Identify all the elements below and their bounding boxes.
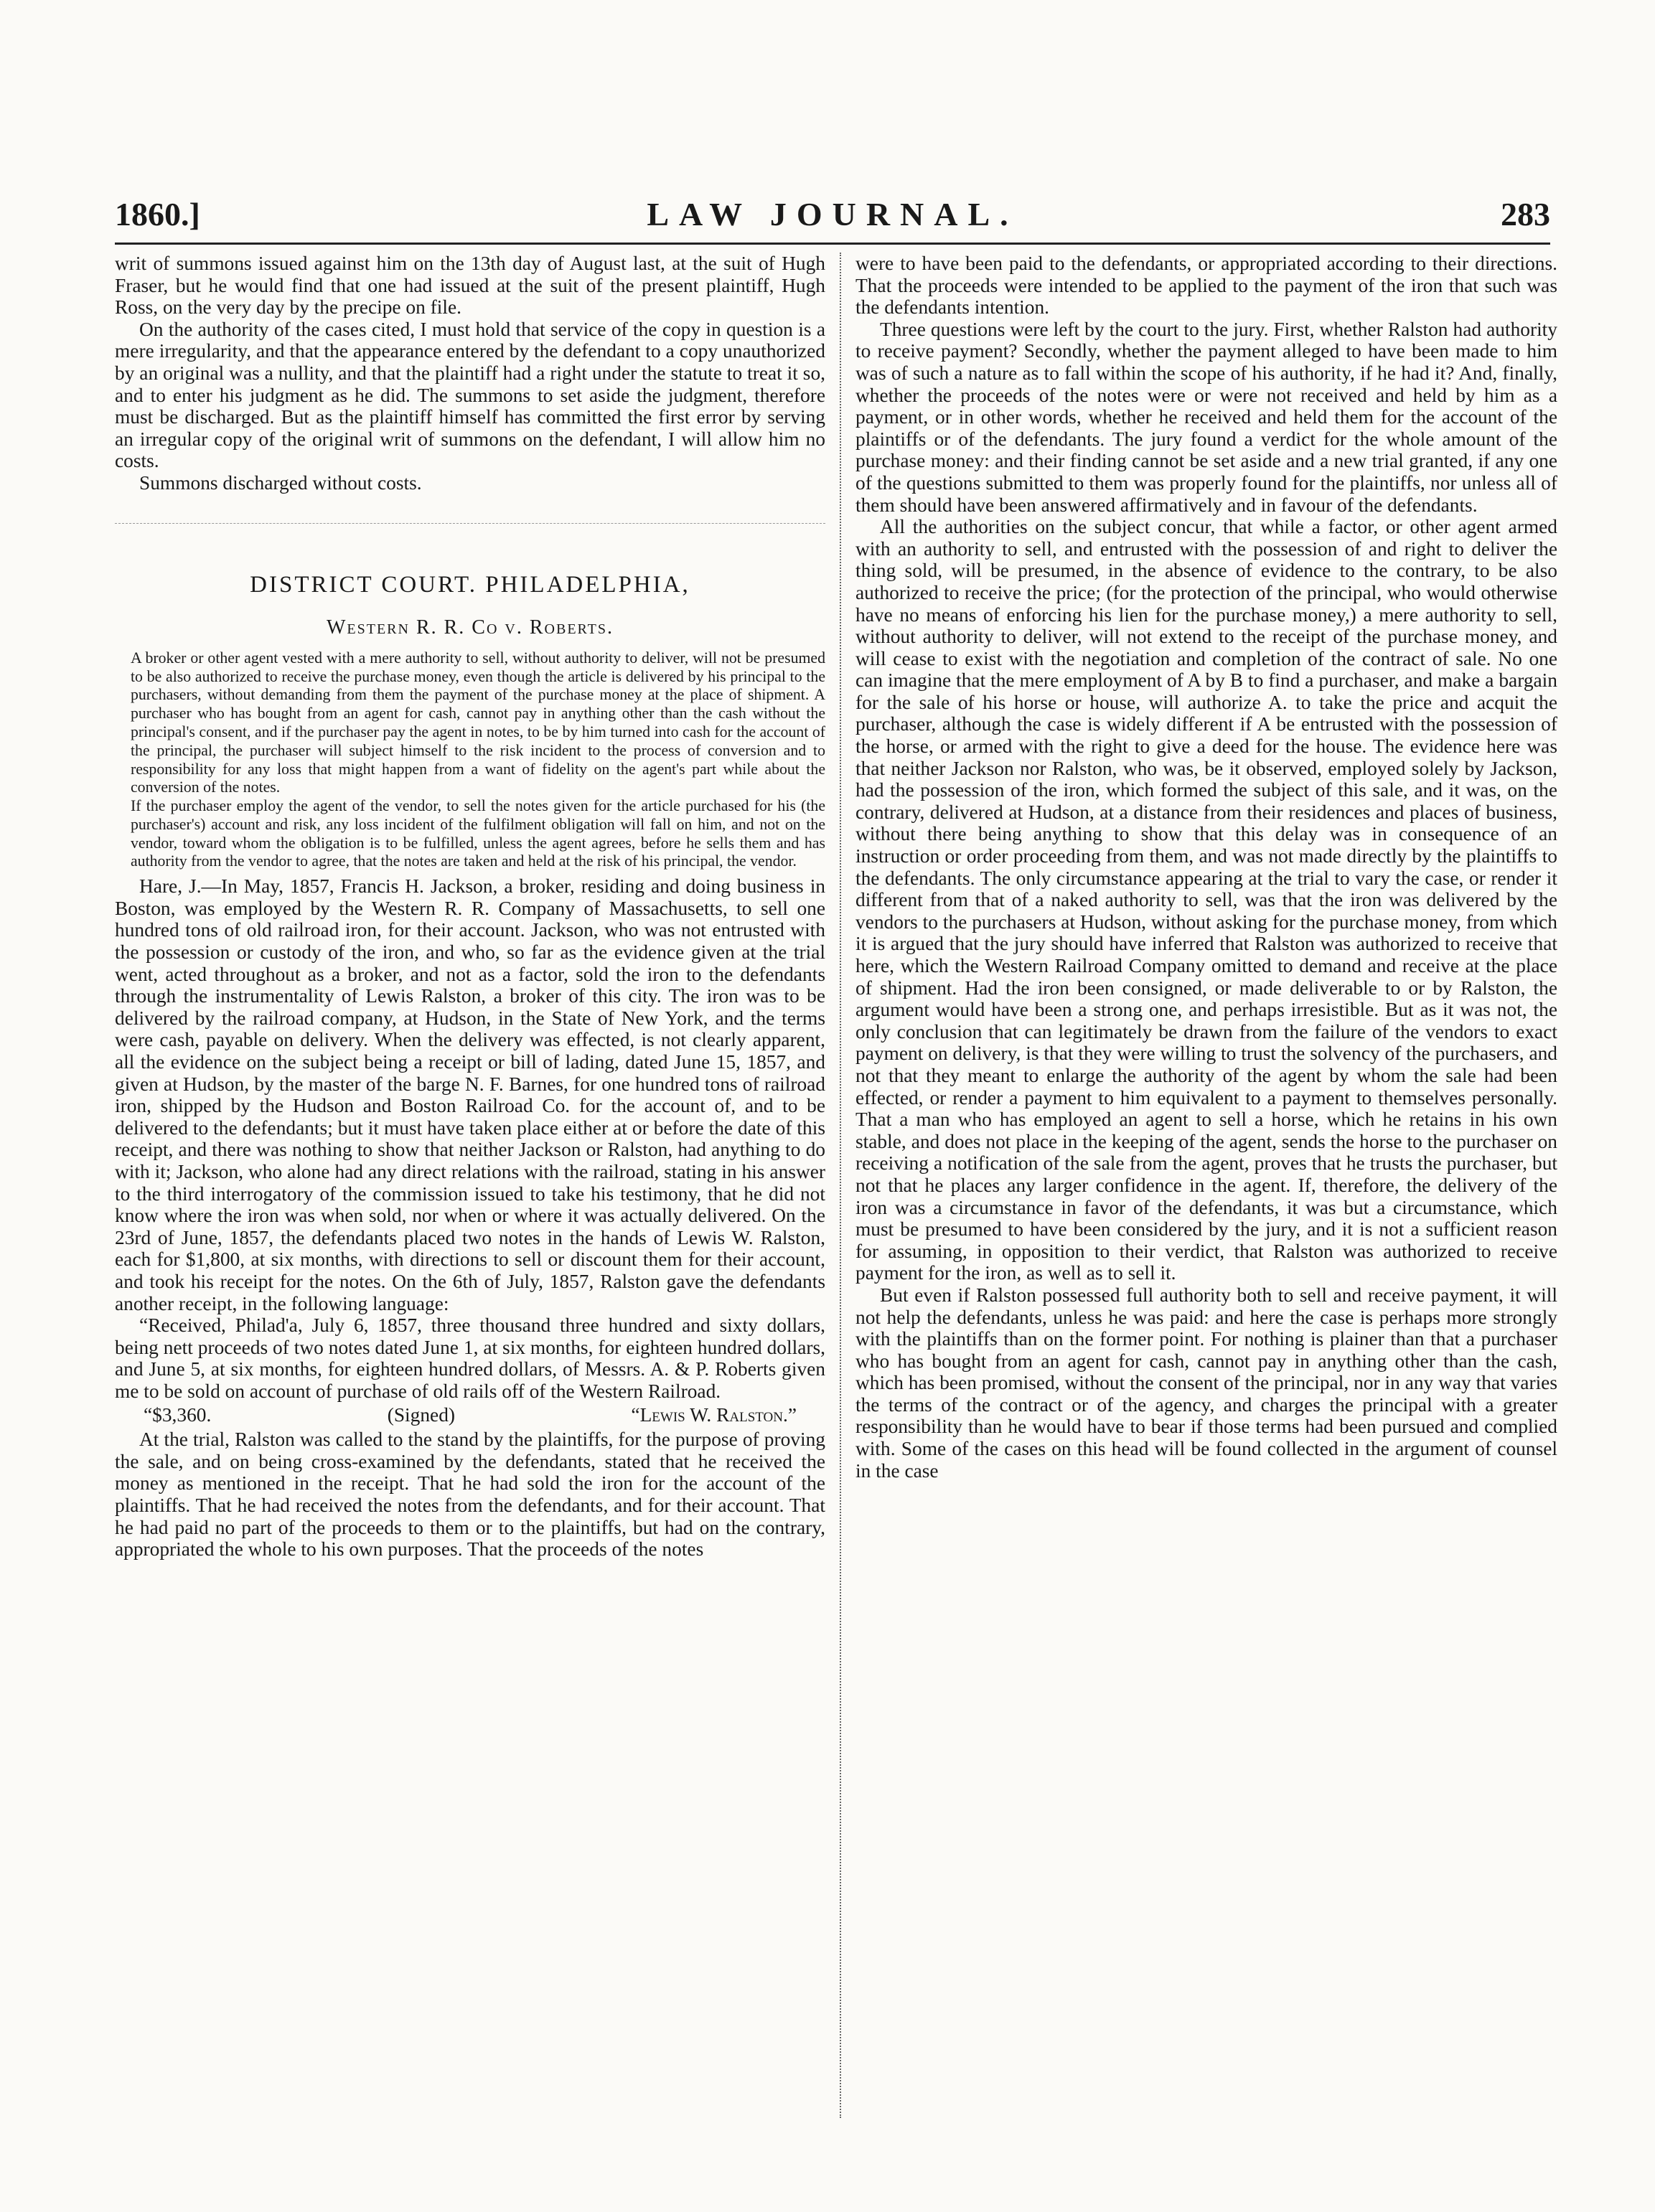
quoted-receipt — [115, 1314, 825, 1426]
headnotes — [115, 649, 825, 872]
opinion-paragraph: were to have been paid to the defendants, or appropriated according to their directions. That the proceeds were intended to be applied to the payment of the iron that such was the defendants intention. — [855, 253, 1557, 319]
court-title: DISTRICT COURT. PHILADELPHIA, — [250, 571, 690, 598]
running-header — [115, 192, 1550, 245]
opinion-paragraph: But even if Ralston possessed full authority both to sell and receive payment, it will not help the defendants, unless he was paid: and here the case is perhaps more strongly with the plaintiffs than on the former point. For nothing is plainer than that a purchaser who has bought from an agent for cash, cannot pay in anything other than the cash, which has been promised, without the consent of the principal, nor in any way that varies the terms of the contract or of the agency, and charges the principal with a greater responsibility than he would have to bear if those terms had been pursued and complied with. Some of the cases on this head will be found collected in the argument of counsel in the case — [855, 1284, 1557, 1482]
left-column — [115, 253, 825, 2118]
receipt-amount: “$3,360. — [144, 1403, 212, 1426]
column-rule — [840, 253, 841, 2118]
receipt-text: “Received, Philad'a, July 6, 1857, three thousand three hundred and sixty dollars, being nett proceeds of two notes dated June 1, at six months, for eighteen hundred dollars, and June 5, at six months, for eighteen hundred dollars, of Messrs. A. & P. Roberts given me to be sold on account of purchase of old rails off of the Western Railroad. — [115, 1314, 825, 1402]
opinion-paragraph: Hare, J.—In May, 1857, Francis H. Jackson, a broker, residing and doing business in Boston, was employed by the Western R. R. Company of Massachusetts, to sell one hundred tons of old railroad iron, for their account. Jackson, who was not entrusted with the possession or custody of the iron, and who, so far as the evidence given at the trial went, acted throughout as a broker, and not as a factor, sold the iron to the defendants through the instrumentality of Lewis Ralston, a broker of this city. The iron was to be delivered by the railroad company, at Hudson, in the State of New York, and the terms were cash, payable on delivery. When the delivery was effected, is not clearly apparent, all the evidence on the subject being a receipt or bill of lading, dated June 15, 1857, and given at Hudson, by the master of the barge N. F. Barnes, for one hundred tons of railroad iron, shipped by the Hudson and Boston Railroad Co. for the account of, and to be delivered to the defendants; but it must have taken place either at or before the date of this receipt, and there was nothing to show that neither Jackson or Ralston, had anything to do with it; Jackson, who alone had any direct relations with the railroad, stating in his answer to the third interrogatory of the commission issued to take his testimony, that he did not know where the iron was when sold, nor when or where it was actually delivered. On the 23rd of June, 1857, the defendants placed two notes in the hands of Lewis W. Ralston, each for $1,800, at six months, with directions to sell or discount them for their account, and took his receipt for the notes. On the 6th of July, 1857, Ralston gave the defendants another receipt, in the following language: — [115, 875, 825, 1314]
opinion-paragraph: At the trial, Ralston was called to the stand by the plaintiffs, for the purpose of proving the sale, and on being cross-examined by the defendants, stated that he received the money as mentioned in the receipt. That he had sold the iron for the account of the plaintiffs. That he had received the notes from the defendants, and for their account. That he had paid no part of the proceeds to them or to the plaintiffs, but had on the contrary, appropriated the whole to his own purposes. That the proceeds of the notes — [115, 1429, 825, 1561]
case-title: Western R. R. Co v. Roberts. — [326, 616, 614, 639]
headnote: A broker or other agent vested with a mere authority to sell, without authority to deliver, will not be presumed to be also authorized to receive the purchase money, even though the article is delivered by his principal to the purchasers, without demanding from them the payment of the purchase money at the place of shipment. A purchaser who has bought from an agent for cash, cannot pay in anything other than the cash without the principal's consent, and if the purchaser pay the agent in notes, to be by him turned into cash for the account of the principal, the purchaser will subject himself to the risk incident to the process of conversion and to responsibility for any loss that might happen from a want of fidelity on the agent's part while about the conversion of the notes. — [131, 649, 825, 796]
receipt-signature: “Lewis W. Ralston.” — [631, 1403, 797, 1426]
header-year: 1860.] — [115, 196, 200, 232]
opinion-paragraph: Three questions were left by the court to the jury. First, whether Ralston had authority to receive payment? Secondly, whether the payment alleged to have been made to him was of such a nature as to fall within the scope of his authority, if he had it? And, finally, whether the proceeds of the notes were or were not received and held by him as a payment, or in other words, whether he received and held them for the account of the plaintiffs or of the defendants. The jury found a verdict for the whole amount of the purchase money: and their finding cannot be set aside and a new trial granted, if any one of the questions submitted to them was properly found for the plaintiffs, nor unless all of them should have been answered affirmatively and in favour of the defendants. — [855, 318, 1557, 516]
receipt-signature-line — [115, 1404, 825, 1426]
intro-paragraph: writ of summons issued against him on the 13th day of August last, at the suit of Hugh Fraser, but he would find that one had issued at the suit of the present plaintiff, Hugh Ross, on the very day by the precipe on file. — [115, 253, 825, 319]
receipt-signed-label: (Signed) — [387, 1403, 456, 1426]
header-page-number: 283 — [1501, 196, 1550, 232]
section-divider — [115, 523, 825, 531]
intro-paragraph: Summons discharged without costs. — [139, 471, 422, 494]
intro-paragraph: On the authority of the cases cited, I must hold that service of the copy in question is a mere irregularity, and that the appearance entered by the defendant to a copy unauthorized by an original was a nullity, and that the plaintiff had a right under the statute to treat it so, and to enter his judgment as he did. The summons to set aside the judgment, therefore must be discharged. But as the plaintiff himself has committed the first error by serving an irregular copy of the original writ of summons on the defendant, I will allow him no costs. — [115, 318, 825, 472]
headnote: If the purchaser employ the agent of the vendor, to sell the notes given for the article purchased for his (the purchaser's) account and risk, any loss incident of the fulfilment obligation will fall on him, and not on the vendor, toward whom the obligation is to be fulfilled, unless the agent agrees, before he sells them and has authority from the vendor to agree, that the notes are taken and held at the risk of his principal, the vendor. — [131, 797, 825, 870]
header-journal-title: LAW JOURNAL. — [647, 196, 1018, 232]
right-column — [855, 253, 1557, 2118]
opinion-paragraph: All the authorities on the subject concur, that while a factor, or other agent armed with an authority to sell, and entrusted with the possession of and right to deliver the thing sold, will be presumed, in the absence of evidence to the contrary, to be also authorized to receive the price; (for the protection of the principal, who would otherwise have no means of enforcing his lien for the purchase money,) a mere authority to sell, without authority to deliver, will not extend to the receipt of the purchase money, and will cease to exist with the negotiation and completion of the contract of sale. No one can imagine that the mere employment of A by B to find a purchaser, and make a bargain for the sale of his horse or house, will authorize A. to take the price and acquit the purchaser, although the case is widely different if A be entrusted with the possession of the horse, or armed with the right to give a deed for the house. The evidence here was that neither Jackson nor Ralston, who was, be it observed, employed solely by Jackson, had the possession of the iron, which formed the subject of this sale, and it was, on the contrary, delivered at Hudson, at a distance from their residences and places of business, without there being anything to show that this delay was in consequence of an instruction or order proceeding from them, and was not made directly by the plaintiffs to the defendants. The only circumstance appearing at the trial to vary the case, or render it different from that of a naked authority to sell, was that the iron was delivered by the vendors to the purchasers at Hudson, without asking for the purchase money, from which it is argued that the jury should have inferred that Ralston was authorized to receive that here, which the Western Railroad Company omitted to demand and receive at the place of shipment. Had the iron been consigned, or made deliverable to or by Ralston, the argument would have been a strong one, and perhaps irresistible. But as it was not, the only conclusion that can legitimately be drawn from the failure of the vendors to exact payment on delivery, is that they were willing to trust the solvency of the purchasers, and not that they meant to enlarge the authority of the agent by whom the sale had been effected, or render a payment to him equivalent to a payment to themselves personally. That a man who has employed an agent to sell a horse, which he retains in his own stable, and does not place in the keeping of the agent, sends the horse to the purchaser on receiving a notification of the sale from the agent, proves that he trusts the purchaser, but not that he places any larger confidence in the agent. If, therefore, the delivery of the iron was a circumstance in favor of the defendants, it was but a circumstance, which must be presumed to have been considered by the jury, and it is not a sufficient reason for assuming, in opposition to their verdict, that Ralston was authorized to receive payment for the iron, as well as to sell it. — [855, 516, 1557, 1284]
